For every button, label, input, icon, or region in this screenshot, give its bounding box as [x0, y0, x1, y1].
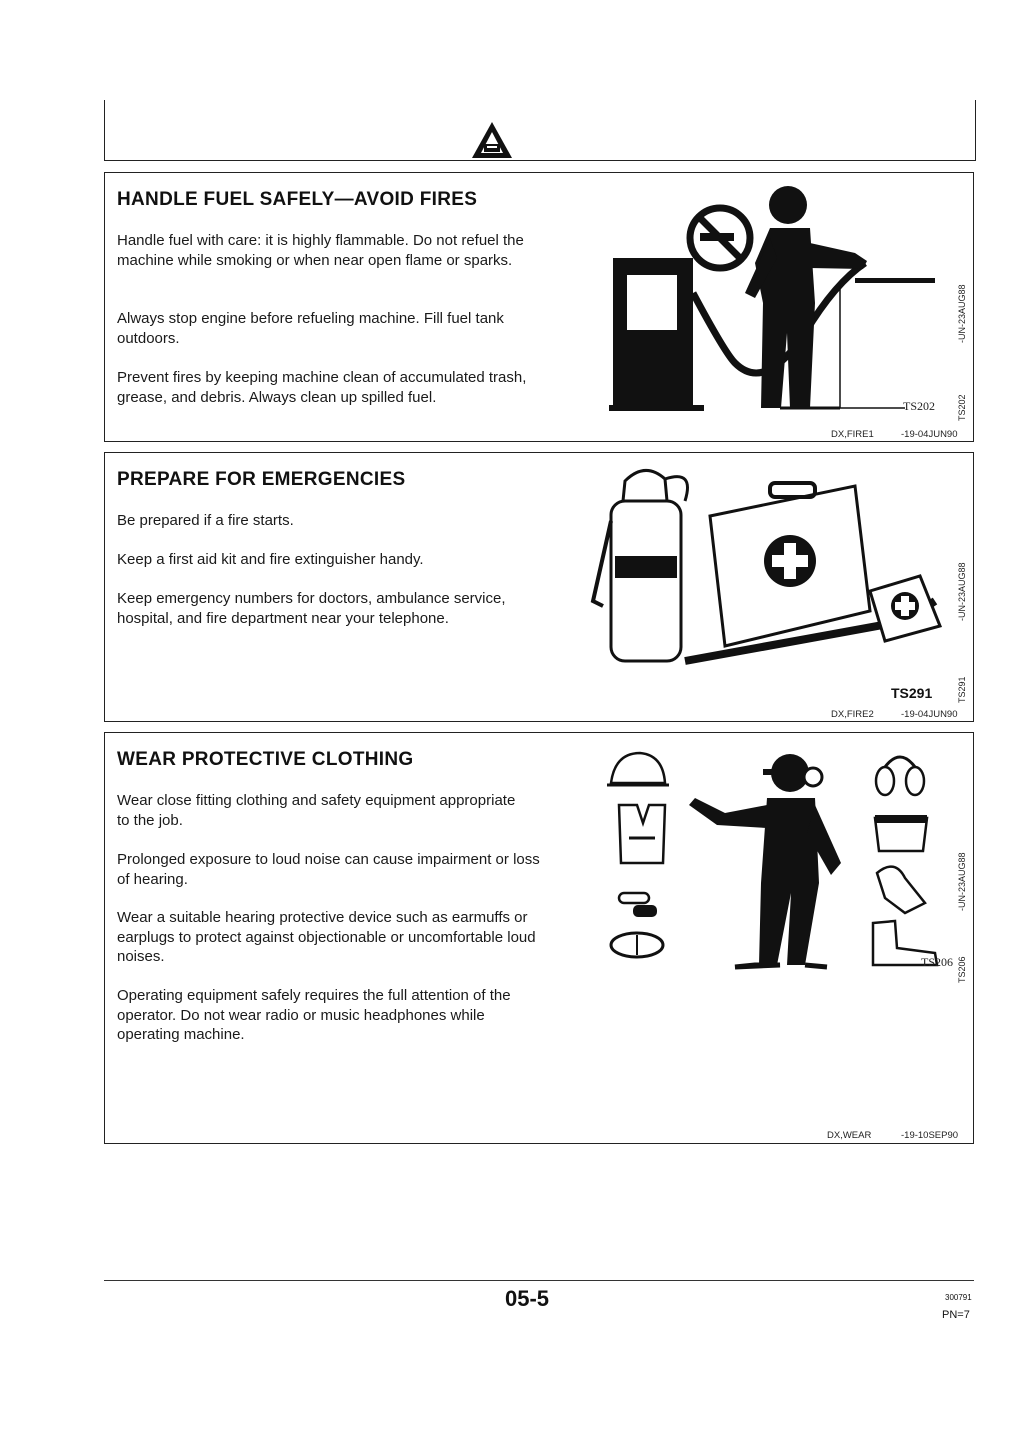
section-title: WEAR PROTECTIVE CLOTHING: [117, 749, 414, 770]
reference-date: -19-10SEP90: [901, 1130, 959, 1141]
side-label: -UN-23AUG88: [957, 284, 967, 343]
side-code: TS202: [957, 394, 967, 421]
reference-code: DX,FIRE2: [831, 709, 874, 720]
section-title: HANDLE FUEL SAFELY—AVOID FIRES: [117, 189, 478, 210]
paragraph: Wear close fitting clothing and safety equipment appropriate to the job.: [117, 792, 516, 829]
paragraph: Operating equipment safely requires the full attention of the operator. Do not wear radio or music headphones while operating machine.: [117, 987, 511, 1043]
section-title: PREPARE FOR EMERGENCIES: [117, 469, 406, 490]
page-number: 05-5: [505, 1286, 550, 1311]
paragraph: Handle fuel with care: it is highly flammable. Do not refuel the machine while smoking or when near open flame or sparks.: [117, 232, 524, 269]
section-prepare-emergencies: [104, 452, 974, 722]
reference-date: -19-04JUN90: [901, 709, 958, 720]
footer-pn: PN=7: [942, 1309, 970, 1321]
figure-code: TS291: [891, 685, 933, 701]
side-label: -UN-23AUG88: [957, 852, 967, 911]
paragraph: Be prepared if a fire starts.: [117, 512, 294, 529]
safety-alert-icon: [470, 120, 514, 160]
side-code: TS291: [957, 676, 967, 703]
protective-clothing-illustration: [605, 743, 955, 978]
paragraph: Keep emergency numbers for doctors, ambulance service, hospital, and fire department near your telephone.: [117, 590, 506, 627]
reference-code: DX,FIRE1: [831, 429, 874, 440]
first-aid-extinguisher-illustration: [585, 461, 955, 666]
paragraph: Prevent fires by keeping machine clean of accumulated trash, grease, and debris. Always clean up spilled fuel.: [117, 369, 527, 406]
side-code: TS206: [957, 956, 967, 983]
reference-date: -19-04JUN90: [901, 429, 958, 440]
paragraph: Prolonged exposure to loud noise can cause impairment or loss of hearing.: [117, 851, 540, 888]
paragraph: Keep a first aid kit and fire extinguisher handy.: [117, 551, 424, 568]
top-frame: [104, 100, 976, 161]
refueling-illustration: [605, 183, 955, 413]
section-protective-clothing: [104, 732, 974, 1144]
paragraph: Wear a suitable hearing protective device such as earmuffs or earplugs to protect against objectionable or uncomfortable loud noises.: [117, 909, 536, 965]
paragraph: Always stop engine before refueling machine. Fill fuel tank outdoors.: [117, 310, 504, 347]
section-handle-fuel: [104, 172, 974, 442]
side-label: -UN-23AUG88: [957, 562, 967, 621]
reference-code: DX,WEAR: [827, 1130, 872, 1141]
figure-code: TS202: [903, 399, 936, 413]
footer-rule: [104, 1280, 974, 1281]
figure-code: TS206: [921, 955, 954, 969]
footer-code: 300791: [945, 1293, 972, 1302]
